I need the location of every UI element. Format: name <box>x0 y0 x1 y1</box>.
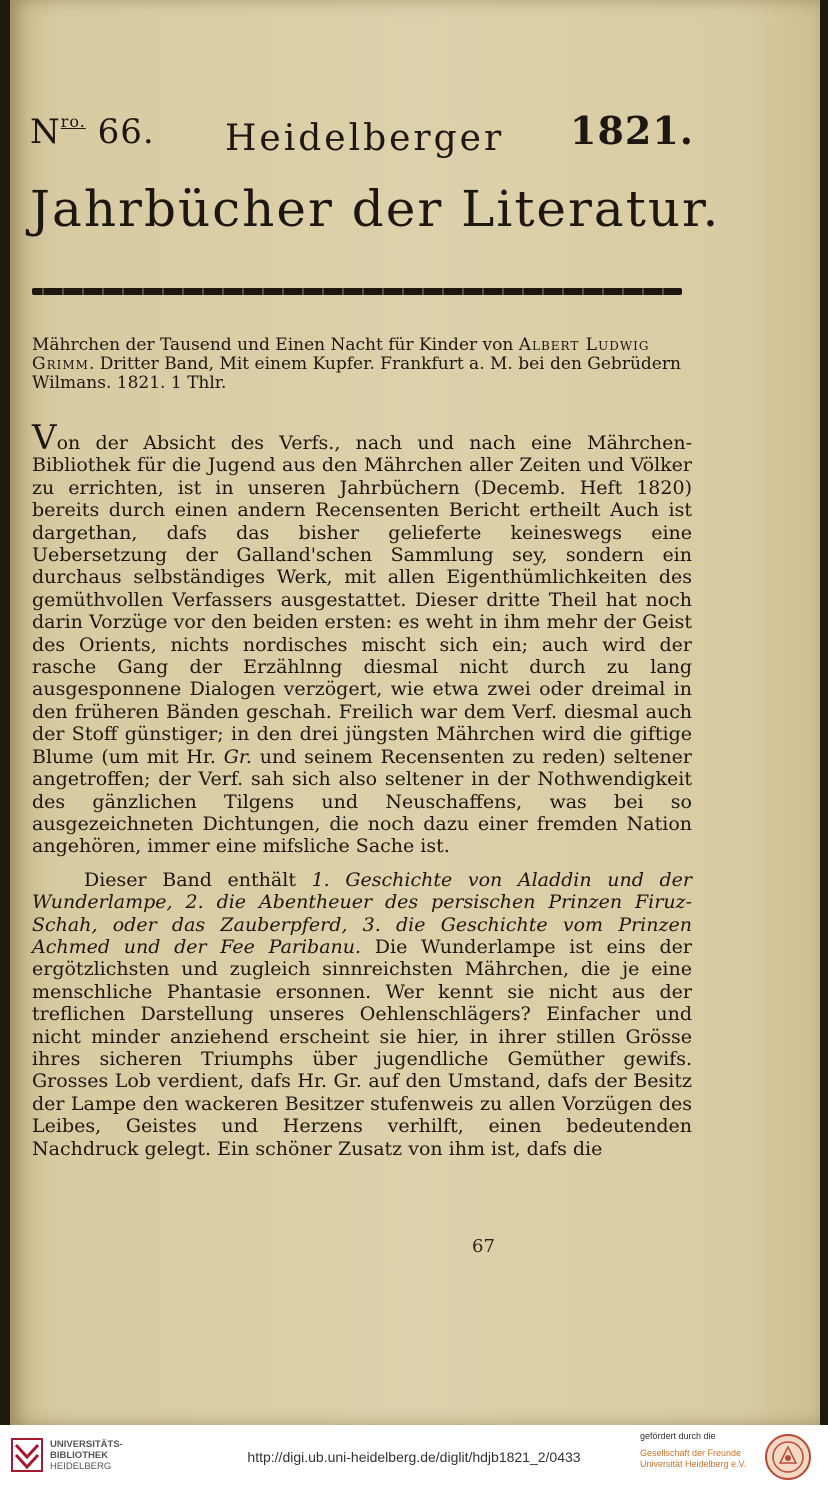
library-name-line-3: HEIDELBERG <box>50 1461 112 1472</box>
review-heading <box>32 336 692 393</box>
review-heading-author: Albert Ludwig Grimm <box>32 335 650 374</box>
library-name-line-2: BIBLIOTHEK <box>50 1450 109 1461</box>
sponsor-note[interactable] <box>640 1431 746 1470</box>
sponsor-line-2: Universität Heidelberg e.V. <box>640 1459 747 1469</box>
masthead-year: 1821. <box>570 108 694 153</box>
paragraph-2 <box>32 869 692 1160</box>
review-heading-imprint: . Dritter Band, Mit einem Kupfer. Frankfurt a. M. bei den Gebrüdern Wilmans. 1821. 1 Thlr. <box>32 354 681 393</box>
sponsor-line-1: Gesellschaft der Freunde <box>640 1448 742 1458</box>
issue-number-value: 66. <box>97 112 155 152</box>
issue-number-sup: ro. <box>60 112 86 131</box>
paragraph-2-start: Dieser Band enthält <box>84 868 296 891</box>
paragraph-1-end: und seinem Recensenten zu reden) seltener angetroffen; der Verf. sah sich also seltener in der Nothwendigkeit des gänzlichen Tilgens und Neuschaffens, was bei so ausgezeichneten Dichtungen, die noch dazu einer fremden Nation angehören, immer eine mifsliche Sache ist. <box>32 745 692 858</box>
university-seal-icon <box>764 1433 812 1481</box>
masthead-title: Heidelberger <box>225 118 505 159</box>
paragraph-1-text: on der Absicht des Verfs., nach und nach eine Mährchen-Bibliothek für die Jugend aus den Mährchen aller Zeiten und Völker zu errichten, ist in unseren Jahrbüchern (Decemb. Heft 1820) bereits durch einen andern Recensenten Bericht ertheilt Auch ist dargethan, dafs das bisher gelieferte keineswegs eine Uebersetzung der Galland'schen Sammlung sey, sondern ein durchaus selbständiges Werk, mit allen Eigenthümlichkeiten des gemüthvollen Verfassers ausgestattet. Dieser dritte Theil hat noch darin Vorzüge vor den beiden ersten: es weht in ihm mehr der Geist des Orients, nichts nordisches mischt sich ein; auch wird der rasche Gang der Erzählnng diesmal nicht durch zu lang ausgesponnene Dialogen verzögert, wie etwa zwei oder dreimal in den früheren Bänden geschah. Freilich war dem Verf. diesmal auch der Stoff günstiger; in den drei jüngsten Mährchen wird die giftige Blume (um mit Hr. <box>32 432 692 768</box>
sponsor-label: gefördert durch die <box>640 1431 716 1441</box>
issue-number <box>30 112 155 152</box>
drop-cap: V <box>32 418 57 458</box>
review-heading-title: Mährchen der Tausend und Einen Nacht für Kinder von <box>32 335 514 355</box>
ornamental-rule <box>32 288 682 295</box>
paragraph-1 <box>32 418 692 858</box>
journal-title: Jahrbücher der Literatur. <box>30 180 721 238</box>
paragraph-2-rest: Die Wunderlampe ist eins der ergötzlichsten und zugleich sinnreichsten Mährchen, die je eine menschliche Phantasie ersonnen. Wer kennt sie nicht aus der treflichen Darstellung unseres Oehlenschlägers? Einfacher und nicht minder anziehend erscheint sie hier, in ihrer stillen Grösse ihres sicheren Triumphs über jugendliche Gemüther gewifs. Grosses Lob verdient, dafs Hr. Gr. auf den Umstand, dafs der Besitz der Lampe den wackeren Besitzer stufenweis zu allen Vorzügen des Leibes, Geistes und Herzens verhilft, einen bedeutenden Nachdruck gelegt. Ein schöner Zusatz von ihm ist, dafs die <box>32 935 692 1160</box>
viewer-footer <box>0 1425 828 1489</box>
article-body <box>32 418 692 1160</box>
library-name-line-1: UNIVERSITÄTS- <box>50 1439 123 1450</box>
paragraph-2-italic: 1. Geschichte von Aladdin und der Wunderlampe, 2. die Abentheuer des persischen Prinzen Firuz-Schah, oder das Zauberpferd, 3. die Geschichte vom Prinzen Achmed und der Fee Paribanu. <box>32 868 692 958</box>
folio-number: 67 <box>472 1236 495 1257</box>
paper-page <box>10 0 820 1425</box>
issue-number-prefix: N <box>30 112 61 152</box>
paragraph-1-italic: Gr. <box>223 745 252 768</box>
permalink-url[interactable]: http://digi.ub.uni-heidelberg.de/diglit/hdjb1821_2/0433 <box>247 1449 581 1465</box>
